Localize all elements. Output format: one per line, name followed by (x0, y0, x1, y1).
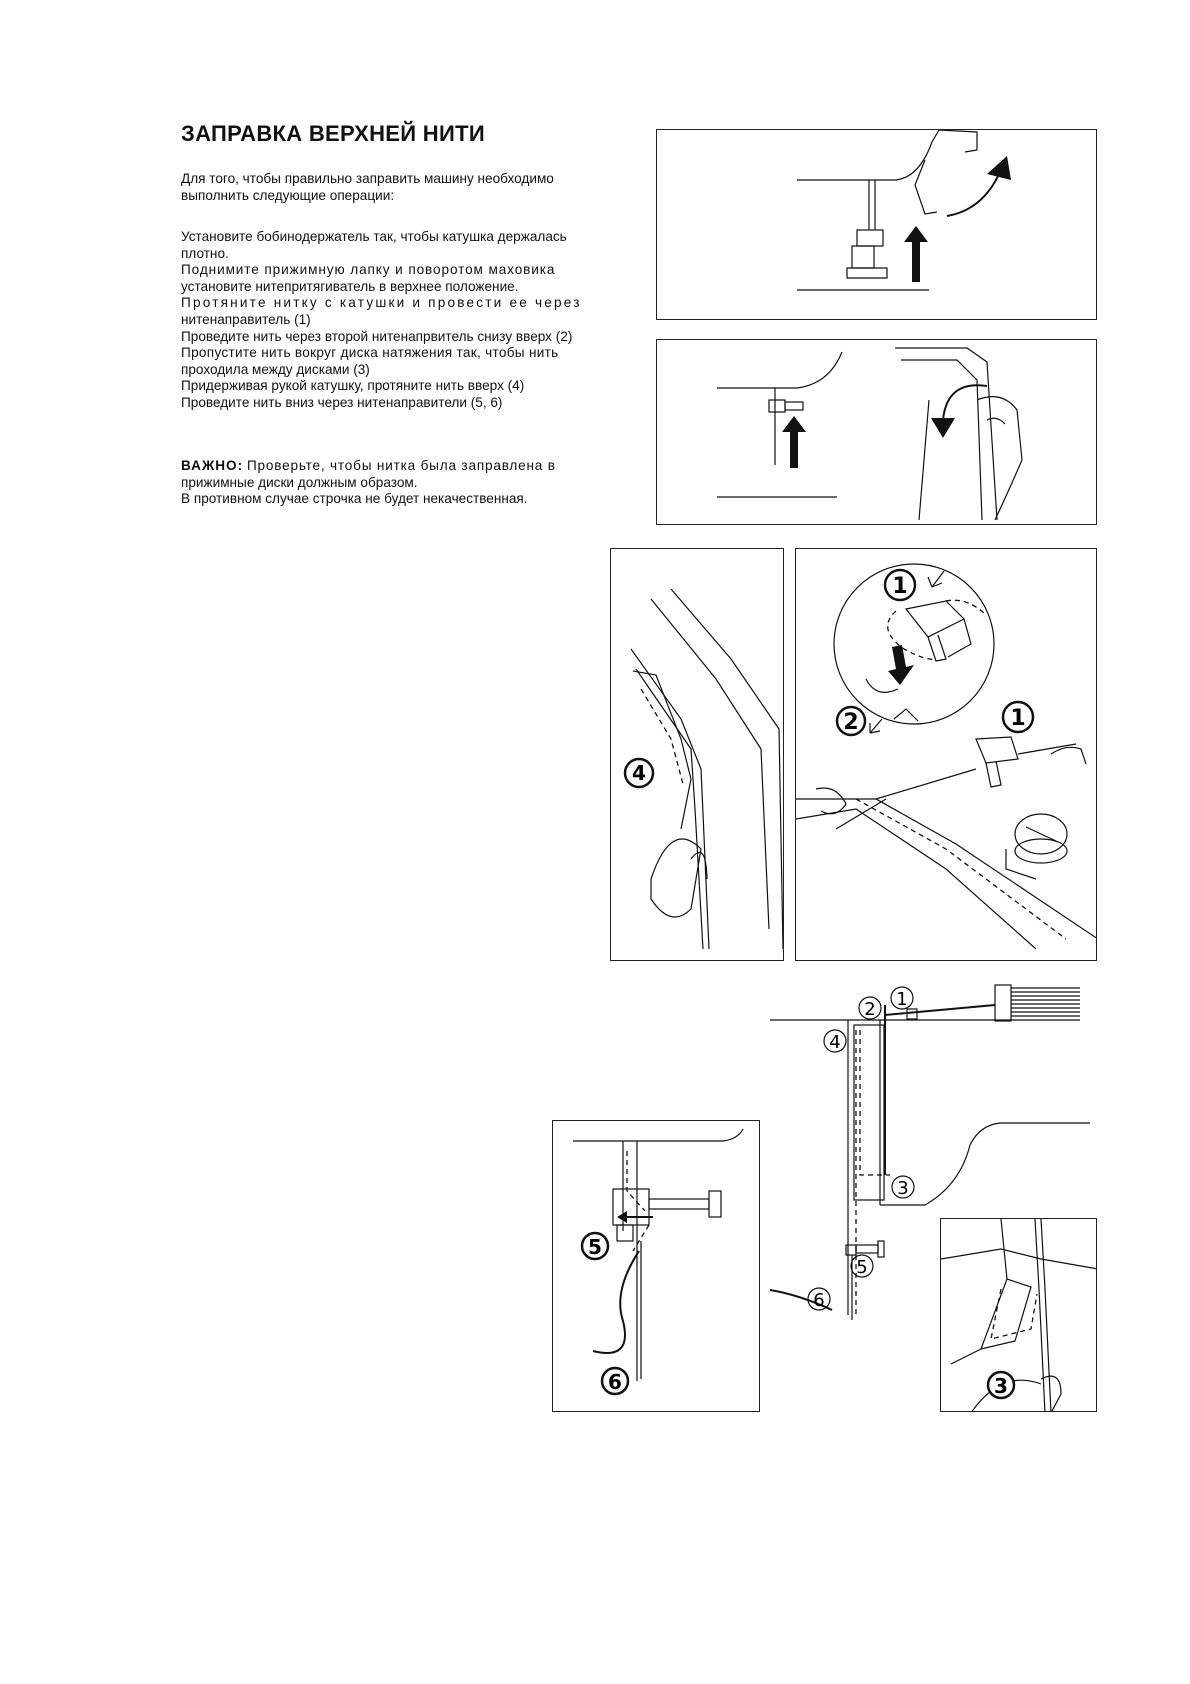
step-line: нитенаправитель (1) (181, 311, 311, 327)
diagram-marker-2: 2 (864, 999, 876, 1020)
diagram-marker-5: 5 (856, 1257, 868, 1278)
step-line: Придерживая рукой катушку, протяните нить вверх (4) (181, 378, 525, 394)
diagram-marker-6: 6 (813, 1290, 825, 1311)
step-line: Установите бобинодержатель так, чтобы катушка держалась (181, 229, 567, 244)
step-line: Проведите нить вниз через нитенаправители (5, 6) (181, 394, 503, 410)
step-line: Поднимите прижимную лапку и поворотом маховика (181, 262, 556, 278)
diagram-marker-4: 4 (829, 1032, 841, 1053)
figure-handwheel (656, 339, 1097, 525)
step-4-illustration (611, 549, 784, 961)
step-line: Протяните нитку с катушки и провести ее через (181, 295, 582, 311)
marker-4: 4 (632, 761, 646, 785)
marker-1: 1 (1010, 706, 1026, 731)
diagram-marker-3: 3 (897, 1178, 909, 1199)
figure-steps-1-2 (795, 548, 1097, 961)
important-text: Проверьте, чтобы нитка была заправлена в (246, 458, 556, 473)
figure-step-4 (610, 548, 784, 961)
figure-step-3 (940, 1218, 1097, 1412)
important-line: В противном случае строчка не будет некачественная. (181, 491, 528, 507)
page-title: ЗАПРАВКА ВЕРХНЕЙ НИТИ (181, 121, 485, 146)
important-line: прижимные диски должным образом. (181, 474, 418, 490)
step-line: плотно. (181, 245, 229, 261)
marker-6: 6 (608, 1370, 622, 1394)
marker-1-inset: 1 (892, 574, 908, 599)
intro-text (181, 171, 621, 204)
steps-text (181, 229, 621, 412)
steps-5-6-illustration (553, 1121, 760, 1412)
important-note (181, 458, 621, 508)
figure-steps-5-6 (552, 1120, 760, 1412)
intro-line: Для того, чтобы правильно заправить машину необходимо (181, 171, 554, 186)
presser-foot-illustration (657, 130, 1097, 320)
steps-1-2-illustration (796, 549, 1097, 961)
handwheel-illustration (657, 340, 1097, 525)
step-line: Проведите нить через второй нитенапрвитель снизу вверх (2) (181, 328, 573, 344)
diagram-marker-1: 1 (896, 989, 908, 1010)
marker-3: 3 (994, 1374, 1008, 1398)
step-line: установите нитепритягиватель в верхнее положение. (181, 278, 519, 294)
marker-5: 5 (588, 1235, 602, 1259)
step-line: проходила между дисками (3) (181, 361, 370, 377)
important-label: ВАЖНО: (181, 458, 244, 473)
step-line: Пропустите нить вокруг диска натяжения так, чтобы нить (181, 345, 559, 361)
important-line-1 (181, 458, 621, 475)
step-3-illustration (941, 1219, 1097, 1412)
intro-line: выполнить следующие операции: (181, 187, 395, 203)
figure-presser-foot (656, 129, 1097, 320)
marker-2: 2 (843, 710, 859, 735)
